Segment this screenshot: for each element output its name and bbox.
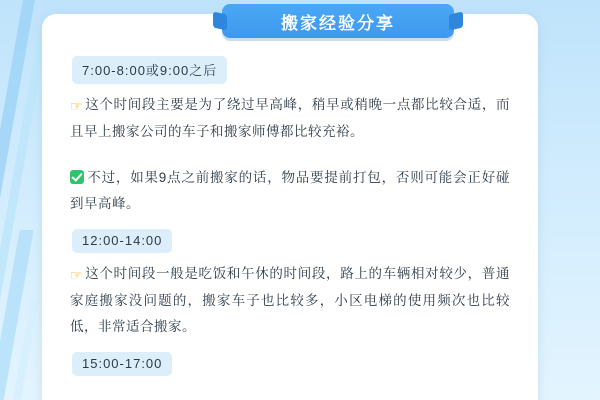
right-decorative-stripes	[570, 0, 600, 400]
content-body	[42, 44, 538, 378]
page-title: 搬家经验分享	[281, 13, 395, 33]
tip-paragraph-3	[70, 261, 510, 340]
left-decorative-stripes	[0, 0, 40, 400]
title-banner	[222, 4, 454, 38]
pointing-hand-icon: ☞	[70, 98, 84, 114]
time-chip-1: 7:00-8:00或9:00之后	[72, 56, 227, 84]
tip-paragraph-1-text: 这个时间段主要是为了绕过早高峰，稍早或稍晚一点都比较合适，而且早上搬家公司的车子和搬家师傅都比较充裕。	[70, 97, 510, 139]
tip-paragraph-3-text: 这个时间段一般是吃饭和午休的时间段，路上的车辆相对较少，普通家庭搬家没问题的，搬家车子也比较多，小区电梯的使用频次也比较低，非常适合搬家。	[70, 266, 510, 334]
time-chip-3: 15:00-17:00	[72, 352, 172, 376]
tip-paragraph-2	[70, 165, 510, 217]
pointing-hand-icon: ☞	[70, 267, 84, 283]
time-chip-2: 12:00-14:00	[72, 229, 172, 253]
green-check-icon	[70, 170, 84, 184]
content-card	[42, 14, 538, 400]
tip-paragraph-2-text: 不过，如果9点之前搬家的话，物品要提前打包，否则可能会正好碰到早高峰。	[70, 170, 510, 211]
tip-paragraph-1	[70, 92, 510, 145]
